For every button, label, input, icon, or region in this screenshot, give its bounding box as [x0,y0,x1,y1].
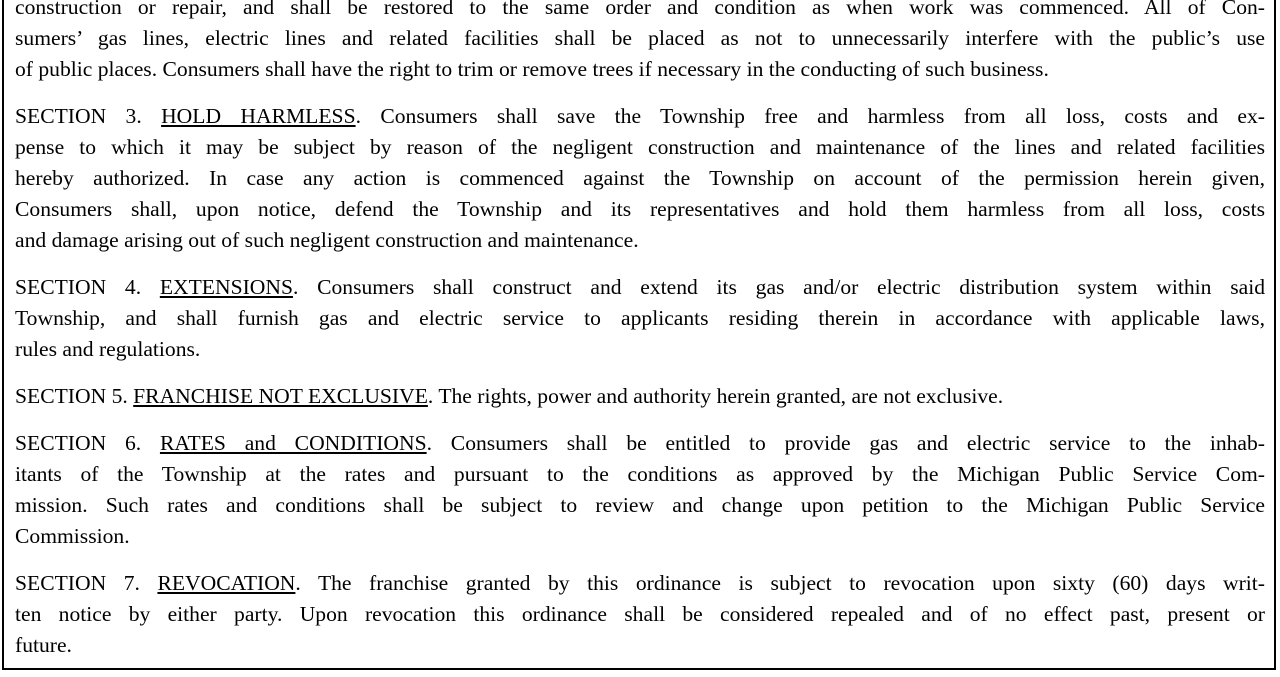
line-text: . The rights, power and authority herein granted, are not exclusive. [427,384,1004,408]
line-text: . Consumers shall construct and extend its gas and/or electric distribution system within said [292,275,1265,299]
line-text: Township, and shall furnish gas and electric service to applicants residing therein in accordance with applicable laws, [15,306,1265,330]
text-line [15,194,1265,225]
text-line [15,630,1265,661]
line-text: and damage arising out of such negligent construction and maintenance. [15,228,639,252]
text-line [15,23,1265,54]
line-text: . Consumers shall be entitled to provide gas and electric service to the inhab- [426,431,1265,455]
line-text: rules and regulations. [15,337,201,361]
paragraph-section-5 [15,381,1265,412]
line-text: . The franchise granted by this ordinance is subject to revocation upon sixty (60) days writ- [295,571,1265,595]
text-line [15,272,1265,303]
section-heading: HOLD HARMLESS [161,104,356,128]
line-text: . Consumers shall save the Township free and harmless from all loss, costs and ex- [355,104,1265,128]
text-line [15,225,1265,256]
section-heading: FRANCHISE NOT EXCLUSIVE [133,384,428,408]
text-line [15,163,1265,194]
line-text: Consumers shall, upon notice, defend the Township and its representatives and hold them harmless from all loss, costs [15,197,1265,221]
line-text: of public places. Consumers shall have the right to trim or remove trees if necessary in the conducting of such business. [15,57,1049,81]
section-number: SECTION 5. [15,384,134,408]
line-text: mission. Such rates and conditions shall be subject to review and change upon petition to the Michigan Public Service [15,493,1265,517]
section-heading: RATES and CONDITIONS [159,431,427,455]
paragraph-section-3 [15,101,1265,256]
text-line [15,490,1265,521]
line-text: ten notice by either party. Upon revocation this ordinance shall be considered repealed and of no effect past, present or [15,602,1265,626]
line-text: construction or repair, and shall be restored to the same order and condition as when work was commenced. All of Con- [15,0,1265,19]
text-line [15,568,1265,599]
text-line [15,521,1265,552]
document-body [15,0,1265,677]
line-text: hereby authorized. In case any action is commenced against the Township on account of the permission herein given, [15,166,1265,190]
section-number: SECTION 6. [15,431,160,455]
paragraph-section-4 [15,272,1265,365]
text-line [15,459,1265,490]
paragraph-section-6 [15,428,1265,552]
line-text: itants of the Township at the rates and pursuant to the conditions as approved by the Michigan Public Service Com- [15,462,1265,486]
text-line [15,381,1265,412]
text-line [15,0,1265,23]
text-line [15,101,1265,132]
text-line [15,599,1265,630]
text-line [15,303,1265,334]
text-line [15,334,1265,365]
section-number: SECTION 7. [15,571,158,595]
line-text: future. [15,633,72,657]
line-text: sumers’ gas lines, electric lines and related facilities shall be placed as not to unnecessarily interfere with the public’s use [15,26,1265,50]
line-text: pense to which it may be subject by reason of the negligent construction and maintenance of the lines and related facilities [15,135,1265,159]
section-number: SECTION 4. [15,275,160,299]
section-heading: EXTENSIONS [159,275,293,299]
line-text: Commission. [15,524,130,548]
section-number: SECTION 3. [15,104,162,128]
section-heading: REVOCATION [157,571,296,595]
text-line [15,132,1265,163]
paragraph-section-2-tail [15,0,1265,85]
text-line [15,428,1265,459]
text-line [15,54,1265,85]
paragraph-section-7 [15,568,1265,661]
